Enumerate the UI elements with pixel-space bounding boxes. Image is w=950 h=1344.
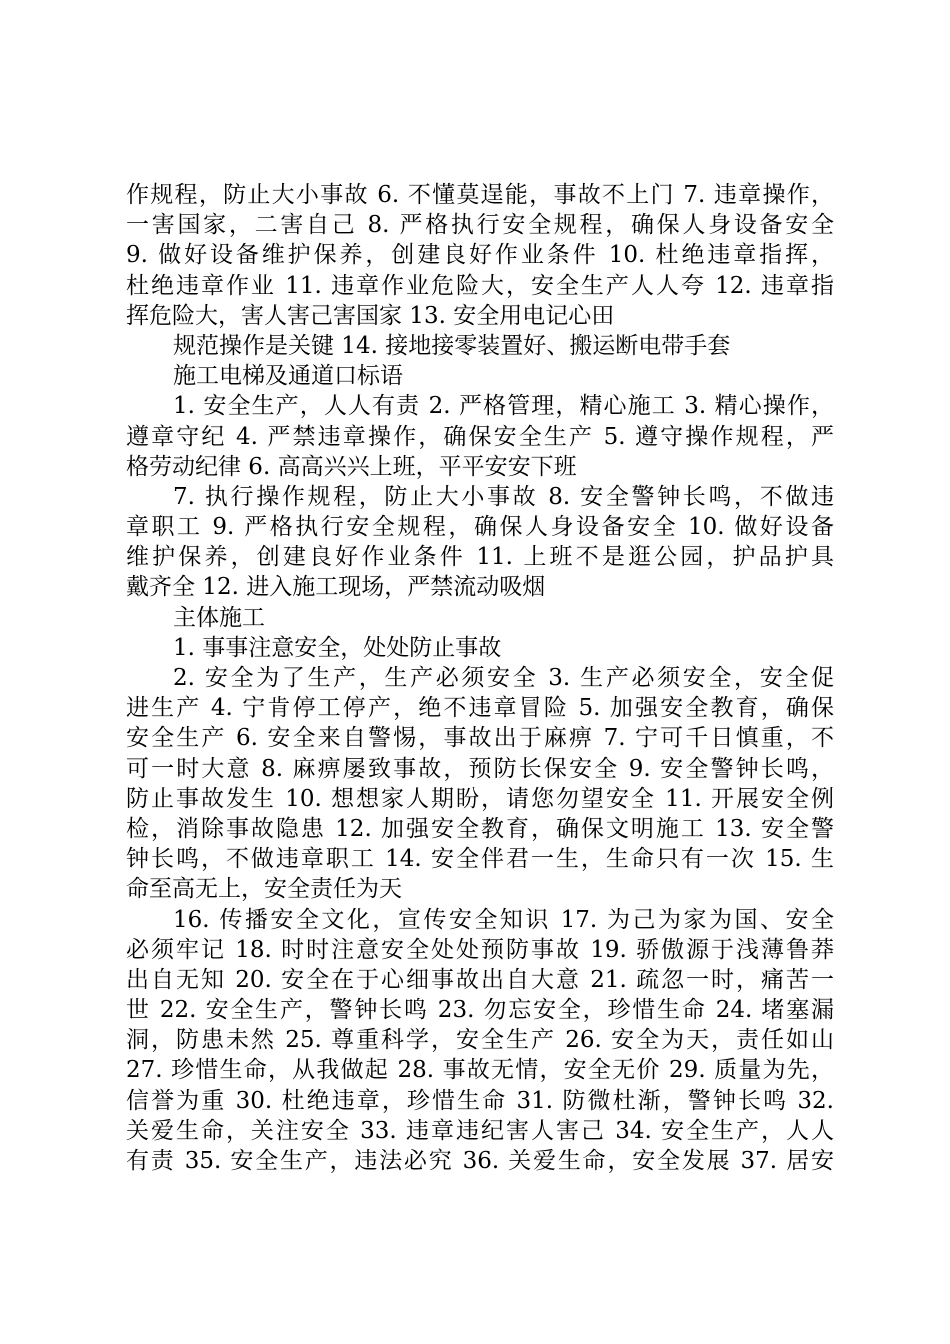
text-line: 施工电梯及通道口标语 [173,363,403,390]
text-line: 挥危险大，害人害己害国家 13. 安全用电记心田 [126,302,615,329]
text-line: 有责 35. 安全生产，违法必究 36. 关爱生命，安全发展 37. 居安 [126,1148,834,1174]
text-line: 信誉为重 30. 杜绝违章，珍惜生命 31. 防微杜渐，警钟长鸣 32. [126,1087,834,1114]
text-line: 主体施工 [173,604,265,631]
text-line: 章职工 9. 严格执行安全规程，确保人身设备安全 10. 做好设备 [126,514,834,541]
text-line: 1. 事事注意安全，处处防止事故 [173,634,502,661]
text-line: 27. 珍惜生命，从我做起 28. 事故无情，安全无价 29. 质量为先， [126,1057,834,1084]
text-line: 出自无知 20. 安全在于心细事故出自大意 21. 疏忽一时，痛苦一 [126,966,834,993]
text-line: 9. 做好设备维护保养，创建良好作业条件 10. 杜绝违章指挥， [126,242,834,269]
text-line: 维护保养，创建良好作业条件 11. 上班不是逛公园，护品护具 [126,544,834,571]
text-line: 钟长鸣，不做违章职工 14. 安全伴君一生，生命只有一次 15. 生 [126,846,834,873]
text-line: 7. 执行操作规程，防止大小事故 8. 安全警钟长鸣，不做违 [173,483,834,510]
text-line: 命至高无上，安全责任为天 [126,876,402,903]
text-line: 规范操作是关键 14. 接地接零装置好、搬运断电带手套 [173,332,731,359]
document-page [126,180,834,1176]
text-line: 一害国家，二害自己 8. 严格执行安全规程，确保人身设备安全 [126,212,834,239]
text-line: 必须牢记 18. 时时注意安全处处预防事故 19. 骄傲源于浅薄鲁莽 [126,936,834,963]
text-line: 戴齐全 12. 进入施工现场，严禁流动吸烟 [126,574,546,601]
text-line: 1. 安全生产，人人有责 2. 严格管理，精心施工 3. 精心操作， [173,393,834,420]
text-line: 16. 传播安全文化，宣传安全知识 17. 为己为家为国、安全 [173,906,834,933]
text-line: 世 22. 安全生产，警钟长鸣 23. 勿忘安全，珍惜生命 24. 堵塞漏 [126,997,834,1024]
text-line: 杜绝违章作业 11. 违章作业危险大，安全生产人人夸 12. 违章指 [126,272,834,299]
text-line: 2. 安全为了生产，生产必须安全 3. 生产必须安全，安全促 [173,665,834,691]
text-line: 格劳动纪律 6. 高高兴兴上班，平平安安下班 [126,453,577,480]
text-line: 关爱生命，关注安全 33. 违章违纪害人害己 34. 安全生产，人人 [126,1117,834,1144]
text-line: 检，消除事故隐患 12. 加强安全教育，确保文明施工 13. 安全警 [126,815,834,842]
text-line: 进生产 4. 宁肯停工停产，绝不违章冒险 5. 加强安全教育，确保 [126,695,834,722]
text-line: 作规程，防止大小事故 6. 不懂莫逞能，事故不上门 7. 违章操作， [126,182,834,208]
text-line: 洞，防患未然 25. 尊重科学，安全生产 26. 安全为天，责任如山 [126,1027,834,1054]
text-line: 防止事故发生 10. 想想家人期盼，请您勿望安全 11. 开展安全例 [126,785,834,812]
text-line: 遵章守纪 4. 严禁违章操作，确保安全生产 5. 遵守操作规程，严 [126,423,834,450]
text-line: 安全生产 6. 安全来自警惕，事故出于麻痹 7. 宁可千日慎重，不 [126,725,834,752]
text-line: 可一时大意 8. 麻痹屡致事故，预防长保安全 9. 安全警钟长鸣， [126,755,834,782]
